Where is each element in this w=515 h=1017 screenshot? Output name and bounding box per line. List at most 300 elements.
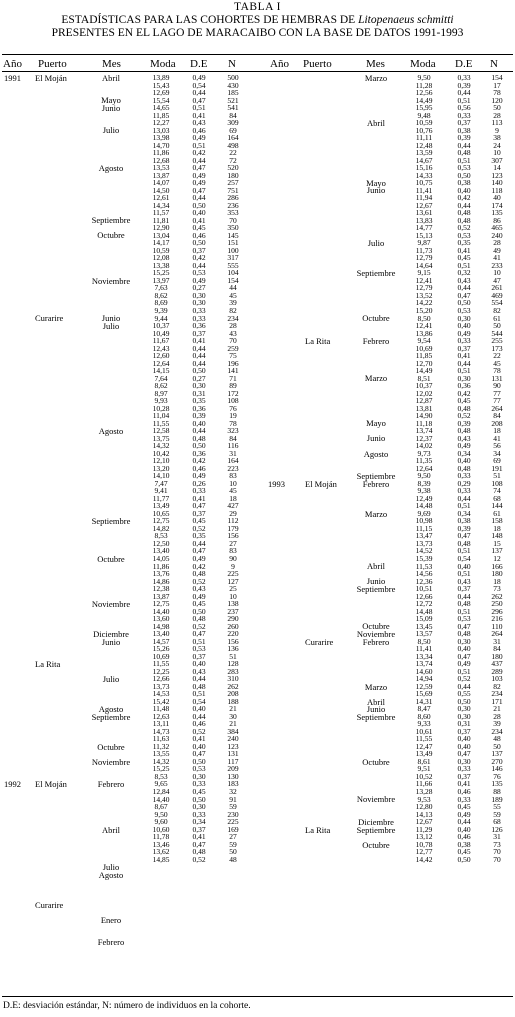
table-cell: 11,78 — [152, 832, 170, 842]
table-cell: 0,51 — [457, 260, 471, 270]
table-cell: 0,49 — [457, 441, 471, 451]
table-cell: 118 — [491, 185, 503, 195]
table-cell: 14,50 — [152, 185, 170, 195]
table-cell: 158 — [491, 516, 503, 526]
table-cell: 56 — [493, 441, 501, 451]
mes-label-right: Junio — [366, 433, 386, 444]
table-cell: 83 — [229, 471, 237, 481]
table-cell: 100 — [227, 245, 239, 255]
table-cell: 50 — [493, 321, 501, 331]
table-cell: 15,39 — [415, 554, 433, 563]
table-cell: 11,32 — [152, 741, 170, 751]
table-cell: 0,33 — [192, 809, 206, 819]
table-cell: 14,05 — [152, 554, 170, 563]
table-cell: 0,37 — [192, 824, 206, 834]
table-cell: 137 — [491, 749, 503, 759]
table-cell: 12,41 — [415, 321, 433, 331]
table-cell: 13,11 — [152, 719, 170, 729]
table-cell: 12,90 — [152, 223, 170, 233]
table-cell: 0,52 — [192, 621, 206, 631]
table-cell: 0,50 — [192, 756, 206, 766]
table-cell: 9 — [495, 125, 499, 135]
table-cell: 14,82 — [152, 523, 170, 533]
table-cell: 0,44 — [192, 538, 206, 548]
table-cell: 11,73 — [415, 245, 433, 255]
table-cell: 13,60 — [152, 614, 170, 624]
table-cell: 151 — [227, 238, 239, 248]
table-cell: 0,53 — [457, 305, 471, 315]
table-cell: 9,50 — [154, 809, 168, 819]
table-cell: 225 — [227, 569, 239, 579]
table-cell: 19 — [229, 411, 237, 421]
de-column-right — [451, 74, 477, 863]
table-cell: 11,86 — [152, 561, 170, 571]
table-cell: 541 — [227, 103, 239, 113]
table-cell: 25 — [229, 584, 237, 594]
table-cell: 0,38 — [457, 839, 471, 849]
table-cell: 14,07 — [152, 178, 170, 188]
table-cell: 0,49 — [457, 809, 471, 819]
table-cell: 0,44 — [192, 358, 206, 368]
table-cell: 296 — [491, 606, 503, 616]
table-cell: 8,69 — [154, 298, 168, 308]
table-cell: 520 — [227, 163, 239, 173]
table-cell: 0,52 — [192, 726, 206, 736]
table-cell: 0,40 — [457, 824, 471, 834]
table-cell: 0,49 — [192, 591, 206, 601]
table-cell: 465 — [491, 223, 503, 233]
table-cell: 0,51 — [457, 95, 471, 105]
table-cell: 15,16 — [415, 163, 433, 173]
table-cell: 15,42 — [152, 696, 170, 706]
table-cell: 0,36 — [192, 321, 206, 331]
table-cell: 13,62 — [152, 847, 170, 857]
table-cell: 15,20 — [415, 305, 433, 315]
table-cell: 0,46 — [192, 463, 206, 473]
mes-label-left: Agosto — [98, 869, 124, 880]
table-cell: 0,30 — [457, 373, 471, 383]
table-cell: 29 — [229, 508, 237, 518]
table-cell: 11,35 — [415, 456, 433, 466]
mes-label-left: Junio — [101, 636, 121, 647]
table-cell: 12,41 — [415, 275, 433, 285]
table-cell: 0,41 — [192, 110, 206, 120]
table-cell: 0,45 — [457, 802, 471, 812]
table-cell: 255 — [491, 336, 503, 346]
mes-label-right: Septiembre — [356, 583, 396, 594]
table-cell: 11,28 — [415, 80, 433, 90]
table-cell: 0,44 — [192, 351, 206, 361]
table-cell: 9,50 — [417, 471, 431, 481]
table-cell: 13,98 — [152, 133, 170, 143]
table-cell: 43 — [229, 328, 237, 338]
table-cell: 0,46 — [192, 125, 206, 135]
table-cell: 8,47 — [417, 704, 431, 714]
table-cell: 11,48 — [152, 704, 170, 714]
table-cell: 10,69 — [415, 343, 433, 353]
table-cell: 0,40 — [457, 561, 471, 571]
table-cell: 0,45 — [457, 847, 471, 857]
mes-label-left: Agosto — [98, 704, 124, 715]
table-cell: 0,53 — [192, 268, 206, 278]
table-cell: 7,64 — [154, 373, 168, 383]
table-cell: 12,79 — [415, 283, 433, 293]
table-cell: 14,67 — [415, 155, 433, 165]
table-cell: 9,60 — [154, 817, 168, 827]
table-cell: 0,49 — [192, 170, 206, 180]
mes-label-right: Noviembre — [356, 794, 396, 805]
table-cell: 208 — [491, 418, 503, 428]
table-cell: 9,69 — [417, 508, 431, 518]
table-cell: 0,44 — [457, 817, 471, 827]
table-cell: 555 — [227, 260, 239, 270]
table-cell: 12,02 — [415, 388, 433, 398]
table-cell: 11,67 — [152, 336, 170, 346]
table-cell: 0,40 — [457, 321, 471, 331]
table-cell: 223 — [227, 463, 239, 473]
table-cell: 12,67 — [415, 817, 433, 827]
table-cell: 21 — [229, 719, 237, 729]
table-cell: 11,55 — [152, 418, 170, 428]
table-cell: 14,33 — [415, 170, 433, 180]
table-cell: 8,50 — [417, 313, 431, 323]
table-cell: 0,42 — [457, 388, 471, 398]
table-cell: 0,27 — [192, 283, 206, 293]
table-cell: 0,39 — [457, 418, 471, 428]
table-cell: 39 — [493, 719, 501, 729]
table-cell: 14,98 — [152, 621, 170, 631]
table-cell: 17 — [493, 80, 501, 90]
table-cell: 10,61 — [415, 726, 433, 736]
mes-label-left: Julio — [102, 862, 120, 873]
table-cell: 0,48 — [457, 629, 471, 639]
table-cell: 0,33 — [457, 73, 471, 82]
table-cell: 90 — [229, 554, 237, 563]
table-cell: 240 — [491, 230, 503, 240]
table-cell: 0,29 — [457, 478, 471, 488]
mes-label-left: Noviembre — [91, 598, 131, 609]
table-cell: 14,40 — [152, 794, 170, 804]
table-cell: 0,46 — [457, 832, 471, 842]
table-cell: 0,37 — [192, 328, 206, 338]
table-cell: 384 — [227, 726, 239, 736]
table-cell: 283 — [227, 666, 239, 676]
moda-column-right — [405, 74, 443, 863]
table-cell: 0,52 — [192, 854, 206, 864]
mes-label-left: Octubre — [97, 553, 125, 564]
table-cell: 13,76 — [152, 569, 170, 579]
table-cell: 0,41 — [192, 493, 206, 503]
table-cell: 11,57 — [152, 208, 170, 218]
table-cell: 0,40 — [457, 734, 471, 744]
table-cell: 0,43 — [457, 275, 471, 285]
table-cell: 183 — [227, 779, 239, 789]
species-name: Litopenaeus schmitti — [358, 14, 454, 26]
table-cell: 55 — [493, 802, 501, 812]
table-cell: 0,42 — [192, 561, 206, 571]
table-cell: 15,25 — [152, 268, 170, 278]
table-cell: 14,32 — [152, 756, 170, 766]
table-cell: 0,47 — [192, 546, 206, 556]
mes-label-right: Abril — [367, 696, 385, 707]
table-cell: 208 — [227, 689, 239, 699]
table-cell: 13,49 — [152, 501, 170, 511]
table-cell: 290 — [227, 614, 239, 624]
table-cell: 0,37 — [457, 118, 471, 128]
mes-label-right: Febrero — [362, 478, 390, 489]
table-cell: 350 — [227, 223, 239, 233]
header-rule — [2, 71, 513, 72]
table-cell: 13,74 — [415, 426, 433, 436]
puerto-label-left: Curarire — [35, 313, 64, 324]
n-column-right — [484, 74, 510, 863]
table-cell: 0,37 — [457, 343, 471, 353]
table-cell: 0,48 — [457, 599, 471, 609]
table-cell: 61 — [493, 313, 501, 323]
table-cell: 0,50 — [192, 794, 206, 804]
table-cell: 14,15 — [152, 366, 170, 376]
table-cell: 89 — [229, 381, 237, 391]
table-cell: 0,42 — [192, 456, 206, 466]
mes-label-left: Junio — [101, 313, 121, 324]
mes-label-right: Diciembre — [358, 816, 394, 827]
table-cell: 9,44 — [154, 313, 168, 323]
mes-label-right: Noviembre — [356, 628, 396, 639]
mes-label-left: Abril — [102, 824, 120, 835]
table-cell: 10,98 — [415, 516, 433, 526]
puerto-label-left: El Moján — [35, 72, 67, 83]
table-cell: 12,63 — [152, 711, 170, 721]
table-cell: 0,47 — [192, 163, 206, 173]
table-cell: 0,48 — [192, 847, 206, 857]
table-cell: 11,77 — [152, 493, 170, 503]
table-cell: 0,33 — [457, 794, 471, 804]
table-cell: 234 — [491, 726, 503, 736]
mes-label-right: Junio — [366, 185, 386, 196]
table-cell: 0,38 — [457, 178, 471, 188]
table-cell: 14,85 — [152, 854, 170, 864]
table-cell: 0,38 — [457, 516, 471, 526]
table-cell: 0,43 — [192, 666, 206, 676]
mes-label-left: Enero — [100, 914, 122, 925]
table-cell: 127 — [227, 576, 239, 586]
table-cell: 11,41 — [415, 644, 433, 654]
table-cell: 12,75 — [152, 599, 170, 609]
table-cell: 0,30 — [457, 756, 471, 766]
table-cell: 0,33 — [192, 305, 206, 315]
table-cell: 10,69 — [152, 651, 170, 661]
table-cell: 0,42 — [192, 148, 206, 158]
table-cell: 309 — [227, 118, 239, 128]
table-cell: 0,39 — [457, 80, 471, 90]
table-cell: 15,43 — [152, 80, 170, 90]
table-cell: 15,95 — [415, 103, 433, 113]
table-cell: 10,37 — [152, 321, 170, 331]
table-cell: 220 — [227, 629, 239, 639]
table-cell: 21 — [493, 704, 501, 714]
table-cell: 28 — [493, 238, 501, 248]
table-cell: 209 — [227, 764, 239, 774]
table-cell: 11,41 — [415, 185, 433, 195]
table-cell: 0,53 — [457, 163, 471, 173]
mes-label-right: Marzo — [364, 681, 388, 692]
table-cell: 0,47 — [192, 95, 206, 105]
table-cell: 77 — [493, 388, 501, 398]
table-cell: 0,39 — [457, 523, 471, 533]
table-cell: 0,48 — [192, 681, 206, 691]
moda-column-left — [142, 74, 180, 863]
table-cell: 216 — [491, 614, 503, 624]
table-cell: 521 — [227, 95, 239, 105]
table-cell: 0,41 — [192, 832, 206, 842]
table-cell: 0,47 — [457, 290, 471, 300]
table-cell: 171 — [491, 696, 503, 706]
table-cell: 469 — [491, 290, 503, 300]
mes-label-left: Mayo — [101, 95, 121, 106]
table-cell: 154 — [491, 73, 503, 82]
table-cell: 427 — [227, 501, 239, 511]
table-cell: 27 — [229, 538, 237, 548]
table-cell: 9,93 — [154, 396, 168, 406]
table-cell: 0,44 — [192, 193, 206, 203]
table-cell: 12,87 — [415, 396, 433, 406]
table-cell: 0,48 — [192, 433, 206, 443]
table-cell: 191 — [491, 463, 503, 473]
table-cell: 0,33 — [457, 471, 471, 481]
mes-label-right: Septiembre — [356, 268, 396, 279]
table-cell: 12,59 — [415, 681, 433, 691]
table-cell: 12,36 — [415, 576, 433, 586]
table-cell: 12,68 — [152, 155, 170, 165]
table-cell: 0,48 — [457, 426, 471, 436]
table-cell: 14,56 — [415, 569, 433, 579]
table-cell: 225 — [227, 817, 239, 827]
table-cell: 430 — [227, 80, 239, 90]
table-cell: 0,52 — [192, 576, 206, 586]
table-cell: 261 — [491, 283, 503, 293]
table-cell: 145 — [227, 230, 239, 240]
table-cell: 128 — [227, 659, 239, 669]
mes-label-left: Abril — [102, 72, 120, 83]
table-cell: 108 — [227, 396, 239, 406]
bottom-rule — [2, 996, 513, 997]
table-number: TABLA I — [234, 1, 281, 13]
table-cell: 14,53 — [152, 689, 170, 699]
puerto-label-left: Curarire — [35, 899, 64, 910]
mes-label-left: Septiembre — [91, 215, 131, 226]
table-cell: 10 — [229, 478, 237, 488]
table-cell: 262 — [491, 591, 503, 601]
table-cell: 0,40 — [192, 208, 206, 218]
table-cell: 10,65 — [152, 508, 170, 518]
table-cell: 0,45 — [192, 599, 206, 609]
table-cell: 0,43 — [192, 118, 206, 128]
mes-label-left: Octubre — [97, 230, 125, 241]
mes-label-left: Febrero — [97, 779, 125, 790]
table-cell: 11,11 — [415, 133, 433, 143]
table-cell: 0,51 — [192, 689, 206, 699]
table-cell: 8,53 — [154, 531, 168, 541]
table-cell: 14,65 — [152, 103, 170, 113]
table-cell: 0,47 — [192, 749, 206, 759]
table-cell: 0,35 — [192, 396, 206, 406]
table-cell: 117 — [227, 756, 239, 766]
table-cell: 0,47 — [192, 629, 206, 639]
table-cell: 82 — [229, 305, 237, 315]
table-cell: 0,40 — [457, 456, 471, 466]
table-cell: 12,66 — [152, 674, 170, 684]
table-cell: 0,34 — [457, 508, 471, 518]
table-cell: 0,40 — [192, 659, 206, 669]
table-cell: 141 — [227, 366, 239, 376]
mes-label-left: Noviembre — [91, 275, 131, 286]
table-cell: 554 — [491, 298, 503, 308]
table-cell: 11,18 — [415, 418, 433, 428]
table-cell: 0,48 — [457, 148, 471, 158]
table-cell: 13,12 — [415, 832, 433, 842]
table-cell: 10,75 — [415, 178, 433, 188]
table-cell: 13,61 — [415, 208, 433, 218]
table-cell: 21 — [229, 704, 237, 714]
table-cell: 0,44 — [457, 88, 471, 98]
table-cell: 13,89 — [152, 73, 170, 82]
table-cell: 69 — [229, 125, 237, 135]
table-cell: 0,33 — [457, 336, 471, 346]
table-cell: 8,97 — [154, 388, 168, 398]
table-cell: 123 — [227, 741, 239, 751]
table-cell: 0,51 — [192, 140, 206, 150]
table-cell: 15,09 — [415, 614, 433, 624]
table-cell: 0,51 — [457, 501, 471, 511]
table-cell: 0,44 — [457, 493, 471, 503]
table-cell: 22 — [229, 148, 237, 158]
table-cell: 108 — [491, 478, 503, 488]
table-cell: 12,79 — [415, 253, 433, 263]
table-cell: 84 — [229, 433, 237, 443]
header-anio-left: Año — [3, 58, 22, 70]
table-cell: 12,37 — [415, 433, 433, 443]
table-cell: 15,54 — [152, 95, 170, 105]
table-cell: 0,41 — [457, 779, 471, 789]
table-cell: 12,47 — [415, 741, 433, 751]
table-cell: 12,64 — [415, 463, 433, 473]
table-cell: 14,17 — [152, 238, 170, 248]
table-cell: 286 — [227, 193, 239, 203]
table-cell: 28 — [229, 321, 237, 331]
table-cell: 0,52 — [457, 223, 471, 233]
table-cell: 0,45 — [192, 516, 206, 526]
header-n-left: N — [228, 58, 236, 70]
table-cell: 0,47 — [457, 621, 471, 631]
table-cell: 0,45 — [192, 786, 206, 796]
header-de-right: D.E — [455, 58, 473, 70]
table-cell: 0,49 — [457, 328, 471, 338]
mes-label-right: Marzo — [364, 508, 388, 519]
table-cell: 0,51 — [457, 366, 471, 376]
top-rule — [2, 54, 513, 55]
table-cell: 164 — [227, 456, 239, 466]
table-cell: 15,26 — [152, 644, 170, 654]
table-cell: 179 — [227, 523, 239, 533]
table-cell: 76 — [229, 403, 237, 413]
table-cell: 48 — [229, 854, 237, 864]
table-cell: 0,40 — [192, 418, 206, 428]
mes-label-right: Septiembre — [356, 711, 396, 722]
table-cell: 0,51 — [457, 546, 471, 556]
anio-label-right: 1993 — [268, 478, 285, 489]
table-cell: 323 — [227, 426, 239, 436]
table-cell: 13,59 — [415, 148, 433, 158]
